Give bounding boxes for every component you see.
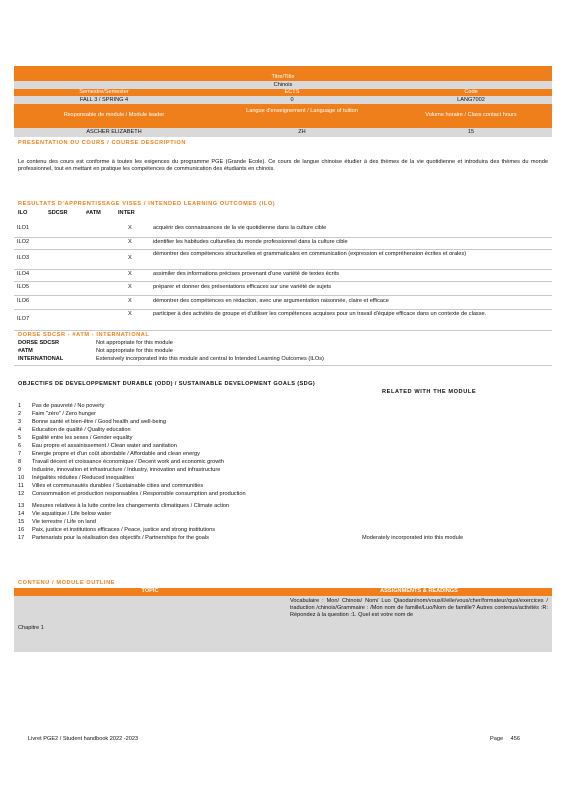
ilo-text: démontrer des compétences structurelles et grammaticales en communication (expression et compréhension écrites et orales) <box>153 251 467 257</box>
dorse-row-value: Extensively incorporated into this module and central to Intended Learning Outcomes (ILOs) <box>96 356 324 362</box>
list-item <box>18 427 548 435</box>
outline-assign-label: ASSIGNMENTS & READINGS <box>380 588 458 594</box>
ilo-inter-mark: X <box>128 298 132 304</box>
code-label: Code <box>464 89 478 95</box>
sdg-number: 15 <box>18 519 25 525</box>
list-item <box>18 443 548 451</box>
dorse-row-value: Not appropriate for this module <box>96 348 173 354</box>
ilo-text: assimiler des informations précises provenant d'une variété de textes écrits <box>153 271 340 277</box>
list-item <box>18 483 548 491</box>
ilo-id: ILO2 <box>17 239 30 245</box>
sdg-number: 14 <box>18 511 25 517</box>
list-item <box>18 491 548 503</box>
ilo-inter-mark: X <box>128 311 132 317</box>
leader-label-bar <box>14 104 552 128</box>
title-value: Chinois <box>273 82 293 88</box>
leader-value-bar <box>14 128 552 137</box>
semester-value-bar <box>14 96 552 104</box>
sdg-text: Eau propre et assainissement / Clean water and sanitation <box>32 443 177 449</box>
ilo-id: ILO3 <box>17 255 30 261</box>
sdg-text: Paix, justice et institutions efficaces / Peace, justice and strong institutions <box>32 527 216 533</box>
outline-topic: Chapitre 1 <box>18 625 44 631</box>
sdg-text: Vie terrestre / Life on land <box>32 519 96 525</box>
outline-assign: Vocabulaire : Mon/ Chinois/ Nom/ Luo Qiaodan/nom/vous/il/elle/vous/cher/formateur/quoi/exercices / traduction /chinois/Grammaire : /Mon nom de famille/Luo/Nom de famille? Autres contenus/activités :R: Répondez à la question :1. Quel est votre nom de <box>290 598 548 618</box>
sdg-text: Travail décent et croissance économique / Decent work and economic growth <box>32 459 224 465</box>
sdg-number: 11 <box>18 483 24 489</box>
sdg-text: Consommation et production responsables / Responsible consumption and production <box>32 491 246 497</box>
sdg-number: 12 <box>18 491 25 497</box>
footer-page <box>490 736 520 743</box>
sdg-text: Pas de pauvreté / No poverty <box>32 403 105 409</box>
sdg-text: Partenariats pour la réalisation des objectifs / Partnerships for the goals <box>32 535 209 541</box>
list-item <box>18 527 548 535</box>
semester-label-bar <box>14 89 552 96</box>
ilo-id: ILO7 <box>17 316 30 322</box>
list-item <box>18 467 548 475</box>
dorse-row-name: #ATM <box>18 348 33 354</box>
presentation-title: PRESENTATION DU COURS / COURSE DESCRIPTION <box>18 140 186 146</box>
sdg-number: 17 <box>18 535 25 541</box>
table-row <box>14 295 552 310</box>
list-item <box>18 511 548 519</box>
table-row <box>14 309 552 331</box>
sdg-number: 2 <box>18 411 22 417</box>
title-label: Titre/Title <box>271 74 295 80</box>
semester-label: Semestre/Semester <box>79 89 129 95</box>
table-row <box>14 281 552 296</box>
footer-handbook: Livret PGE2 / Student handbook 2022 -2023 <box>28 736 139 742</box>
sdg-text: Faim "zéro" / Zero hunger <box>32 411 96 417</box>
list-item <box>18 435 548 443</box>
code-value: LANG7002 <box>457 97 485 103</box>
sdg-text: Mesures relatives à la lutte contre les changements climatiques / Climate action <box>32 503 230 509</box>
list-item <box>18 535 548 543</box>
sdg-number: 9 <box>18 467 22 473</box>
ilo-text: participer à des activités de groupe et d'utiliser les compétences acquises pour un travail d'équipe efficace dans un contexte de classe. <box>153 311 487 317</box>
ilo-inter-mark: X <box>128 271 132 277</box>
sdg-text: Vie aquatique / Life below water <box>32 511 112 517</box>
sdg-related: Moderately incorporated into this module <box>362 535 464 541</box>
sdg-number: 8 <box>18 459 22 465</box>
ilo-text: démontrer des compétences en rédaction, avec une argumentation raisonnée, claire et efficace <box>153 298 389 304</box>
list-item <box>18 411 548 419</box>
sdg-text: Villes et communautés durables / Sustainable cities and communities <box>32 483 204 489</box>
col-ilo: ILO <box>18 210 28 216</box>
sdg-number: 5 <box>18 435 22 441</box>
dorse-row-value: Not appropriate for this module <box>96 340 173 346</box>
sdg-text: Egalité entre les sexes / Gender equality <box>32 435 133 441</box>
footer-page-label: Page <box>490 736 504 742</box>
outline-title-bar <box>14 580 552 588</box>
ilo-id: ILO4 <box>17 271 30 277</box>
sdg-text: Energie propre et d'un coût abordable / Affordable and clean energy <box>32 451 200 457</box>
ilo-text: acquérir des connaissances de la vie quotidienne dans la culture cible <box>153 225 327 231</box>
ects-label: ECTS <box>284 89 300 95</box>
sdg-number: 6 <box>18 443 22 449</box>
sdg-title: OBJECTIFS DE DEVELOPPEMENT DURABLE (ODD) / SUSTAINABLE DEVELOPMENT GOALS (SDG) <box>18 381 316 387</box>
outcomes-header <box>18 210 548 218</box>
sdg-number: 3 <box>18 419 22 425</box>
ilo-inter-mark: X <box>128 255 132 261</box>
ilo-text: préparer et donner des présentations efficaces sur une variété de sujets <box>153 284 332 290</box>
tuition-language-label: Langue d'enseignement / Language of tuition <box>246 108 358 114</box>
ilo-id: ILO1 <box>17 225 30 231</box>
hours-value: 15 <box>467 129 475 135</box>
top-header-strip <box>14 66 552 74</box>
sdg-number: 4 <box>18 427 22 433</box>
dorse-row-name: INTERNATIONAL <box>18 356 64 362</box>
ects-value: 0 <box>290 97 294 103</box>
table-row <box>14 340 552 348</box>
dorse-title: DORSE SDCSR - #ATM - INTERNATIONAL <box>18 332 150 338</box>
col-inter: INTER <box>118 210 135 216</box>
list-item <box>18 475 548 483</box>
tuition-language-value: ZH <box>298 129 306 135</box>
hours-label: Volume horaire / Class contact hours <box>425 112 517 118</box>
leader-label: Responsable de module / Module leader <box>63 112 165 118</box>
list-item <box>18 451 548 459</box>
list-item <box>18 519 548 527</box>
presentation-text: Le contenu des cours est conforme à toutes les exigences du programme PGE (Grande Ecole). Ce cours de langue chinoise étudier à des thèmes de la vie quotidienne et introduira des thèmes du monde professionnel, tout en mettant en pratique les compétences de communication des étudiants en chinois. <box>18 159 548 172</box>
list-item <box>18 419 548 427</box>
sdg-number: 13 <box>18 503 25 509</box>
outcomes-title: RESULTATS D'APPRENTISSAGE VISES / INTENDED LEARNING OUTCOMES (ILO) <box>18 201 276 207</box>
outline-title: CONTENU / MODULE OUTLINE <box>18 580 116 586</box>
ilo-id: ILO5 <box>17 284 30 290</box>
sdg-text: Inégalités réduites / Reduced inequalities <box>32 475 134 481</box>
sdg-number: 16 <box>18 527 25 533</box>
outline-row <box>14 596 552 652</box>
ilo-inter-mark: X <box>128 225 132 231</box>
semester-value: FALL 3 / SPRING 4 <box>79 97 129 103</box>
sdg-text: Industrie, innovation et infrastructure / Industry, innovation and infrastructure <box>32 467 221 473</box>
outline-topic-label: TOPIC <box>141 588 159 594</box>
title-value-bar <box>14 81 552 89</box>
ilo-inter-mark: X <box>128 284 132 290</box>
list-item <box>18 459 548 467</box>
ilo-inter-mark: X <box>128 239 132 245</box>
sdg-number: 7 <box>18 451 22 457</box>
sdg-related-label: RELATED WITH THE MODULE <box>382 389 477 395</box>
sdg-number: 1 <box>18 403 22 409</box>
list-item <box>18 503 548 511</box>
footer-page-number: 456 <box>510 736 520 742</box>
title-label-bar <box>14 74 552 81</box>
list-item <box>18 403 548 411</box>
table-row <box>14 221 552 238</box>
outline-header-bar <box>14 588 552 596</box>
col-sdcsr: SDCSR <box>48 210 68 216</box>
sdg-text: Bonne santé et bien-être / Good health and well-being <box>32 419 167 425</box>
ilo-id: ILO6 <box>17 298 30 304</box>
ilo-text: identifier les habitudes culturelles du monde professionnel dans la culture cible <box>153 239 348 245</box>
sdg-text: Education de qualité / Quality education <box>32 427 131 433</box>
table-row <box>14 249 552 270</box>
dorse-row-name: DORSE SDCSR <box>18 340 60 346</box>
table-row <box>14 348 552 356</box>
col-atm: #ATM <box>86 210 101 216</box>
table-row <box>14 356 552 366</box>
leader-value: ASCHER ELIZABETH <box>86 129 142 135</box>
sdg-number: 10 <box>18 475 25 481</box>
